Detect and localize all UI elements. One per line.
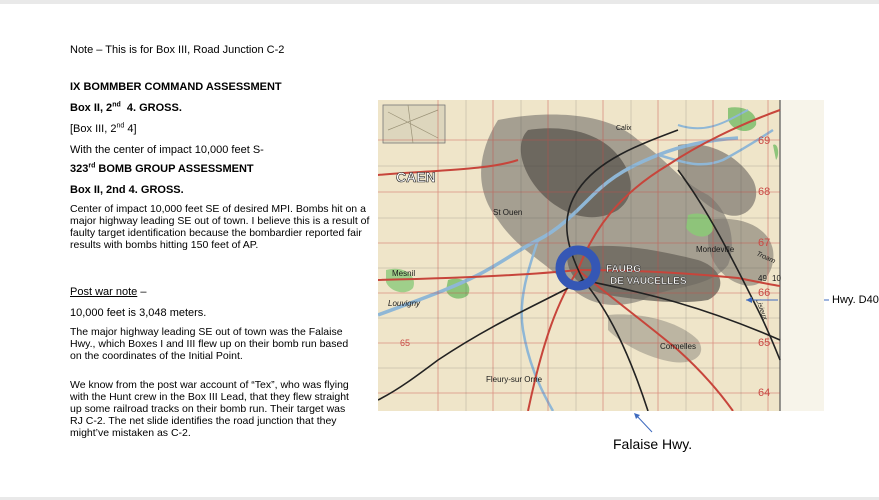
box-line-1-sup: nd — [112, 101, 121, 109]
map-label-faub: FAUBG — [606, 264, 641, 275]
post-war-note — [70, 286, 146, 298]
impact-line: With the center of impact 10,000 feet S- — [70, 144, 264, 156]
grid-number-66: 66 — [758, 287, 771, 299]
falaise-arrow — [630, 412, 660, 436]
box-line-2-sup: nd — [116, 122, 125, 130]
note-title: Note – This is for Box III, Road Junction C-2 — [70, 44, 285, 56]
map-label-calix: Calix — [616, 125, 632, 132]
hwy-d40-label: Hwy. D40 — [832, 294, 879, 306]
box-line-3: Box II, 2nd 4. GROSS. — [70, 184, 184, 196]
post-war-note-dash: – — [137, 286, 147, 298]
grid-number-67: 67 — [758, 237, 771, 249]
box-line-2-suffix: 4] — [124, 123, 137, 135]
map-graphic — [378, 100, 824, 411]
box-line-1 — [70, 102, 182, 114]
highway-paragraph: The major highway leading SE out of town was the Falaise Hwy., which Boxes I and III flew up on their bomb run based on the coordinates of the Initial Point. — [70, 326, 349, 362]
box-line-2-prefix: [Box III, 2 — [70, 123, 117, 135]
hwy-d40-arrow-ext — [824, 294, 830, 306]
group-heading-prefix: 323 — [70, 163, 89, 175]
map-label-mondeville: Mondeville — [696, 245, 735, 254]
group-heading-sup: rd — [88, 162, 96, 170]
map-label-louvigny: Louvigny — [388, 299, 421, 308]
map-label-caen: CAEN — [396, 169, 436, 185]
map-label-st-ouen: St Ouen — [493, 208, 523, 217]
group-heading-suffix: BOMB GROUP ASSESSMENT — [95, 163, 254, 175]
map-label-cormelles: Cormelles — [660, 342, 697, 351]
tex-paragraph: We know from the post war account of “Tex”, who was flying with the Hunt crew in the Box III Lead, that they flew straight up some railroad tracks on their bomb run. Their target was RJ C-2. The net slide identifies the road junction that they might’ve mistaken as C-2. — [70, 379, 349, 439]
grid-number-68: 68 — [758, 186, 771, 198]
falaise-hwy-label: Falaise Hwy. — [613, 436, 693, 452]
grid-number-69: 69 — [758, 135, 771, 147]
map-label-lisieux: Lisieux — [754, 298, 769, 322]
map-label-troarn: Troarn — [755, 250, 777, 266]
assessment-paragraph: Center of impact 10,000 feet SE of desired MPI. Bombs hit on a major highway leading SE out of town. I believe this is a result of faulty target identification because the bombardier reported fair results with bombs hitting 150 feet of AP. — [70, 203, 370, 251]
ix-command-heading: IX BOMMBER COMMAND ASSESSMENT — [70, 81, 282, 93]
meters-line: 10,000 feet is 3,048 meters. — [70, 307, 207, 319]
grid-number-64: 64 — [758, 387, 771, 399]
slide — [0, 4, 879, 497]
map-label-mesnil: Mesnil — [392, 269, 416, 278]
box-line-2 — [70, 123, 137, 135]
caen-map — [378, 100, 824, 411]
road-number-10: 10 — [772, 274, 781, 283]
road-number-49: 49 — [758, 274, 767, 283]
group-heading — [70, 163, 254, 175]
map-label-fleury: Fleury-sur Orne — [486, 375, 543, 384]
map-label-de-vaucelles: DE VAUCELLES — [610, 276, 687, 287]
box-line-1-suffix: 4. GROSS. — [120, 102, 182, 114]
grid-number-65-left: 65 — [400, 338, 411, 348]
post-war-note-label: Post war note — [70, 286, 138, 298]
grid-number-65: 65 — [758, 337, 771, 349]
box-line-1-prefix: Box II, 2 — [70, 102, 113, 114]
